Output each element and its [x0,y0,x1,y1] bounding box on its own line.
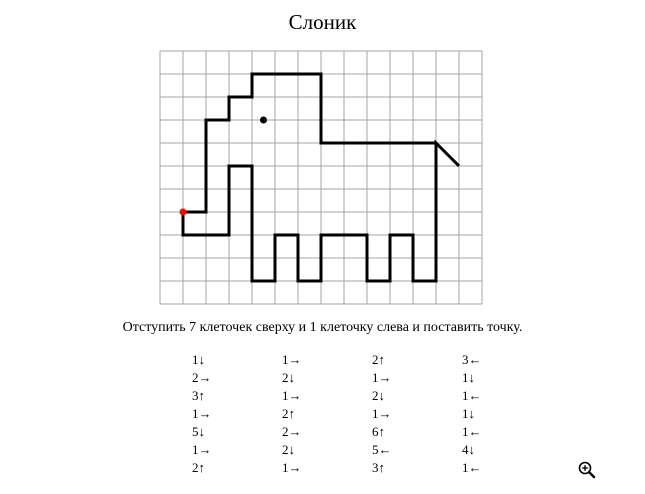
step-cell: 4↓ [462,442,475,457]
step-cell: 2→ [192,370,212,385]
step-cell: 2↓ [282,442,295,457]
steps-row [180,387,540,405]
step-cell: 1→ [282,460,302,475]
steps-row [180,459,540,477]
step-cell: 5↓ [192,424,205,439]
steps-row [180,441,540,459]
step-cell: 2↓ [372,388,385,403]
instruction-text: Отступить 7 клеточек сверху и 1 клеточку слева и поставить точку. [122,320,523,335]
step-cell: 3↑ [372,460,385,475]
step-cell: 1→ [282,352,302,367]
step-cell: 1← [462,460,482,475]
magnifier-plus-icon[interactable] [577,460,597,480]
step-cell: 2→ [282,424,302,439]
steps-table [180,351,540,477]
step-cell: 1↓ [462,406,475,421]
step-cell: 1→ [282,388,302,403]
step-cell: 3← [462,352,482,367]
step-cell: 1→ [192,406,212,421]
steps-row [180,423,540,441]
step-cell: 1→ [372,406,392,421]
step-cell: 2↑ [282,406,295,421]
elephant-eye [260,117,267,124]
start-point-dot [180,209,187,216]
step-cell: 1→ [192,442,212,457]
steps-row [180,405,540,423]
step-cell: 6↑ [372,424,385,439]
step-cell: 2↓ [282,370,295,385]
steps-row [180,369,540,387]
step-cell: 2↑ [192,460,205,475]
step-cell: 1← [462,388,482,403]
step-cell: 2↑ [372,352,385,367]
step-cell: 1↓ [462,370,475,385]
steps-row [180,351,540,369]
step-cell: 1→ [372,370,392,385]
step-cell: 3↑ [192,388,205,403]
step-cell: 1← [462,424,482,439]
page-title: Слоник [288,10,357,34]
step-cell: 5← [372,442,392,457]
step-cell: 1↓ [192,352,205,367]
